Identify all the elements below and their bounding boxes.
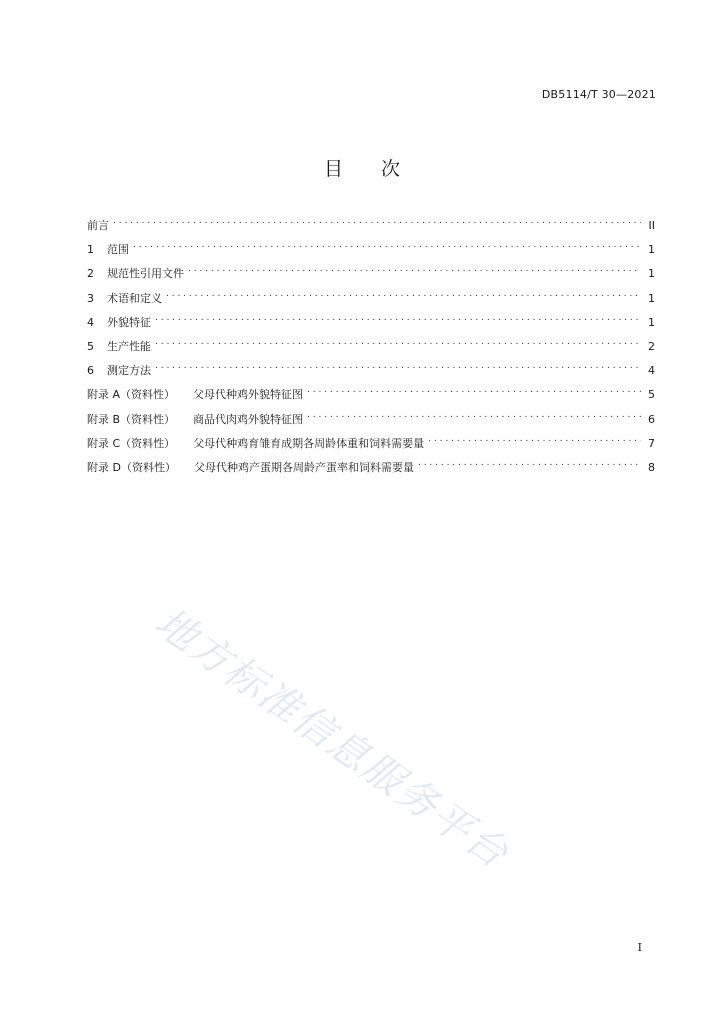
toc-entry-normative-references[interactable] — [87, 265, 655, 289]
toc-entry-label: 外貌特征 — [107, 315, 151, 329]
toc-leader-dots — [133, 241, 641, 253]
toc-page-number: 1 — [648, 315, 655, 329]
toc-entry-label: 附录 A（资料性） — [87, 388, 176, 402]
toc-entry-subtitle: 父母代种鸡育雏育成期各周龄体重和饲料需要量 — [193, 436, 425, 450]
toc-page-number: 4 — [648, 364, 655, 378]
toc-page-number: 8 — [648, 460, 655, 474]
toc-entry-test-methods[interactable] — [87, 362, 655, 386]
toc-leader-dots — [418, 459, 641, 471]
toc-leader-dots — [155, 338, 641, 350]
toc-entry-label: 附录 C（资料性） — [87, 436, 176, 450]
toc-page-number: 7 — [648, 436, 655, 450]
toc-entry-appendix-a[interactable] — [87, 386, 655, 410]
toc-leader-dots — [307, 386, 641, 398]
toc-page-number: 1 — [648, 291, 655, 305]
toc-entry-appendix-c[interactable] — [87, 435, 655, 459]
toc-leader-dots — [166, 290, 641, 302]
toc-entry-production-performance[interactable] — [87, 338, 655, 362]
toc-entry-scope[interactable] — [87, 241, 655, 265]
toc-entry-label: 范围 — [107, 243, 129, 257]
toc-leader-dots — [188, 265, 641, 277]
toc-page-number: 2 — [648, 339, 655, 353]
toc-entry-appearance[interactable] — [87, 314, 655, 338]
toc-page-number: II — [648, 219, 655, 232]
toc-entry-number: 2 — [87, 267, 94, 281]
toc-entry-number: 6 — [87, 364, 94, 378]
toc-page-number: 6 — [648, 412, 655, 426]
table-of-contents — [87, 217, 655, 483]
toc-entry-preface[interactable] — [87, 217, 655, 241]
toc-title — [0, 154, 724, 181]
toc-entry-subtitle: 父母代种鸡产蛋期各周龄产蛋率和饲料需要量 — [193, 460, 414, 474]
toc-page-number: 5 — [648, 388, 655, 402]
page-number: I — [637, 941, 642, 954]
toc-entry-number: 4 — [87, 315, 94, 329]
toc-entry-number: 1 — [87, 243, 94, 257]
toc-leader-dots — [113, 217, 641, 229]
toc-entry-label: 规范性引用文件 — [107, 267, 184, 281]
toc-entry-number: 3 — [87, 291, 94, 305]
toc-title-char: 次 — [381, 158, 401, 180]
toc-entry-subtitle: 父母代种鸡外貌特征图 — [193, 388, 304, 402]
toc-leader-dots — [155, 314, 641, 326]
watermark: 地方标准信息服务平台 — [146, 599, 517, 878]
toc-entry-label: 术语和定义 — [107, 291, 162, 305]
toc-entry-label: 生产性能 — [107, 339, 151, 353]
toc-page-number: 1 — [648, 243, 655, 257]
toc-title-char: 目 — [323, 158, 343, 180]
toc-entry-terms-definitions[interactable] — [87, 290, 655, 314]
toc-entry-appendix-b[interactable] — [87, 411, 655, 435]
toc-page-number: 1 — [648, 267, 655, 281]
toc-leader-dots — [307, 411, 641, 423]
toc-entry-label: 附录 B（资料性） — [87, 412, 176, 426]
toc-leader-dots — [155, 362, 641, 374]
toc-entry-label: 前言 — [87, 219, 109, 232]
toc-entry-appendix-d[interactable] — [87, 459, 655, 483]
toc-entry-number: 5 — [87, 339, 94, 353]
toc-entry-label: 测定方法 — [107, 364, 151, 378]
toc-leader-dots — [428, 435, 641, 447]
document-code: DB5114/T 30—2021 — [541, 88, 656, 101]
toc-entry-subtitle: 商品代肉鸡外貌特征图 — [193, 412, 304, 426]
toc-entry-label: 附录 D（资料性） — [87, 460, 176, 474]
